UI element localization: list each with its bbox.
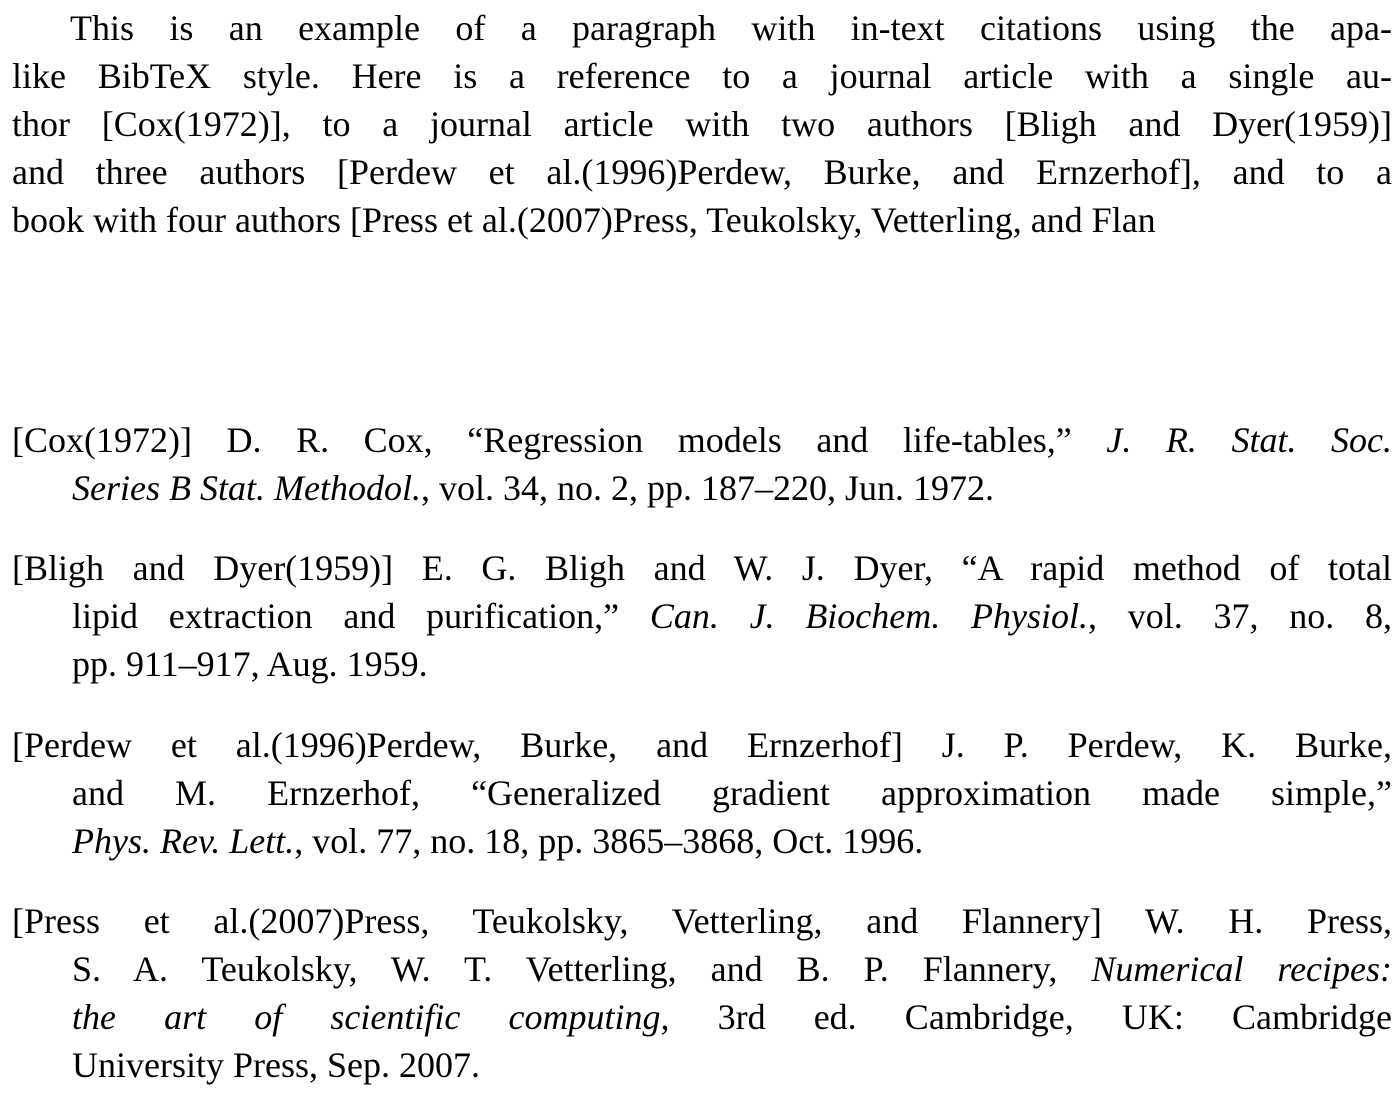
- bib-title: Numerical recipes:: [1091, 949, 1393, 989]
- bib-text: W. H. Press,: [1101, 901, 1393, 941]
- bib-text: S. A. Teukolsky, W. T. Vetterling, and B. P. Flannery,: [72, 949, 1092, 989]
- bib-label: [Cox(1972)]: [12, 420, 192, 460]
- bib-text: University Press, Sep. 2007.: [72, 1045, 480, 1085]
- bib-line: [12, 640, 1392, 688]
- bib-line: [12, 993, 1392, 1041]
- bib-label: [Bligh and Dyer(1959)]: [12, 548, 394, 588]
- bib-line: [12, 769, 1392, 817]
- bib-text: , 3rd ed. Cambridge, UK: Cambridge: [660, 997, 1392, 1037]
- paragraph-line-2: like BibTeX style. Here is a reference to a journal article with a single au-: [12, 56, 1392, 96]
- bib-text: pp. 911–917, Aug. 1959.: [72, 644, 428, 684]
- paragraph-line-3: thor [Cox(1972)], to a journal article with two authors [Bligh and Dyer(1959)]: [12, 104, 1392, 144]
- bib-entry-press-2007: [12, 897, 1392, 1089]
- bib-entry-perdew-1996: [12, 721, 1392, 865]
- paragraph-line-1: This is an example of a paragraph with in-text citations using the apa-: [70, 8, 1392, 48]
- bib-line: [12, 721, 1392, 769]
- bib-venue: J. R. Stat. Soc.: [1106, 420, 1393, 460]
- bib-text: D. R. Cox, “Regression models and life-tables,”: [191, 420, 1107, 460]
- paragraph-line-4: and three authors [Perdew et al.(1996)Perdew, Burke, and Ernzerhof], and to a: [12, 152, 1392, 192]
- bib-venue: Phys. Rev. Lett.: [72, 821, 295, 861]
- bib-line: [12, 592, 1392, 640]
- bib-line: [12, 1041, 1392, 1089]
- bib-text: and M. Ernzerhof, “Generalized gradient approximation made simple,”: [72, 773, 1392, 813]
- bib-text: , vol. 37, no. 8,: [1088, 596, 1392, 636]
- bib-text: J. P. Perdew, K. Burke,: [902, 725, 1392, 765]
- bib-text: , vol. 77, no. 18, pp. 3865–3868, Oct. 1996.: [294, 821, 924, 861]
- bib-line: [12, 897, 1392, 945]
- bib-line: [12, 464, 1392, 512]
- paragraph-line-5: book with four authors [Press et al.(2007)Press, Teukolsky, Vetterling, and Flan: [12, 200, 1156, 240]
- bib-label: [Press et al.(2007)Press, Teukolsky, Vetterling, and Flannery]: [12, 901, 1102, 941]
- bib-line: [12, 817, 1392, 865]
- bib-entry-cox-1972: [12, 416, 1392, 512]
- bib-line: [12, 416, 1392, 464]
- bib-line: [12, 945, 1392, 993]
- bib-line: [12, 544, 1392, 592]
- body-paragraph: [12, 4, 1392, 244]
- bib-text: lipid extraction and purification,”: [72, 596, 650, 636]
- bib-venue: Can. J. Biochem. Physiol.: [649, 596, 1088, 636]
- bib-title: the art of scientific computing: [72, 997, 661, 1037]
- bib-label: [Perdew et al.(1996)Perdew, Burke, and Ernzerhof]: [12, 725, 903, 765]
- bib-venue: Series B Stat. Methodol.: [72, 468, 421, 508]
- bib-text: E. G. Bligh and W. J. Dyer, “A rapid method of total: [393, 548, 1393, 588]
- bib-entry-bligh-dyer-1959: [12, 544, 1392, 688]
- bib-text: , vol. 34, no. 2, pp. 187–220, Jun. 1972.: [420, 468, 994, 508]
